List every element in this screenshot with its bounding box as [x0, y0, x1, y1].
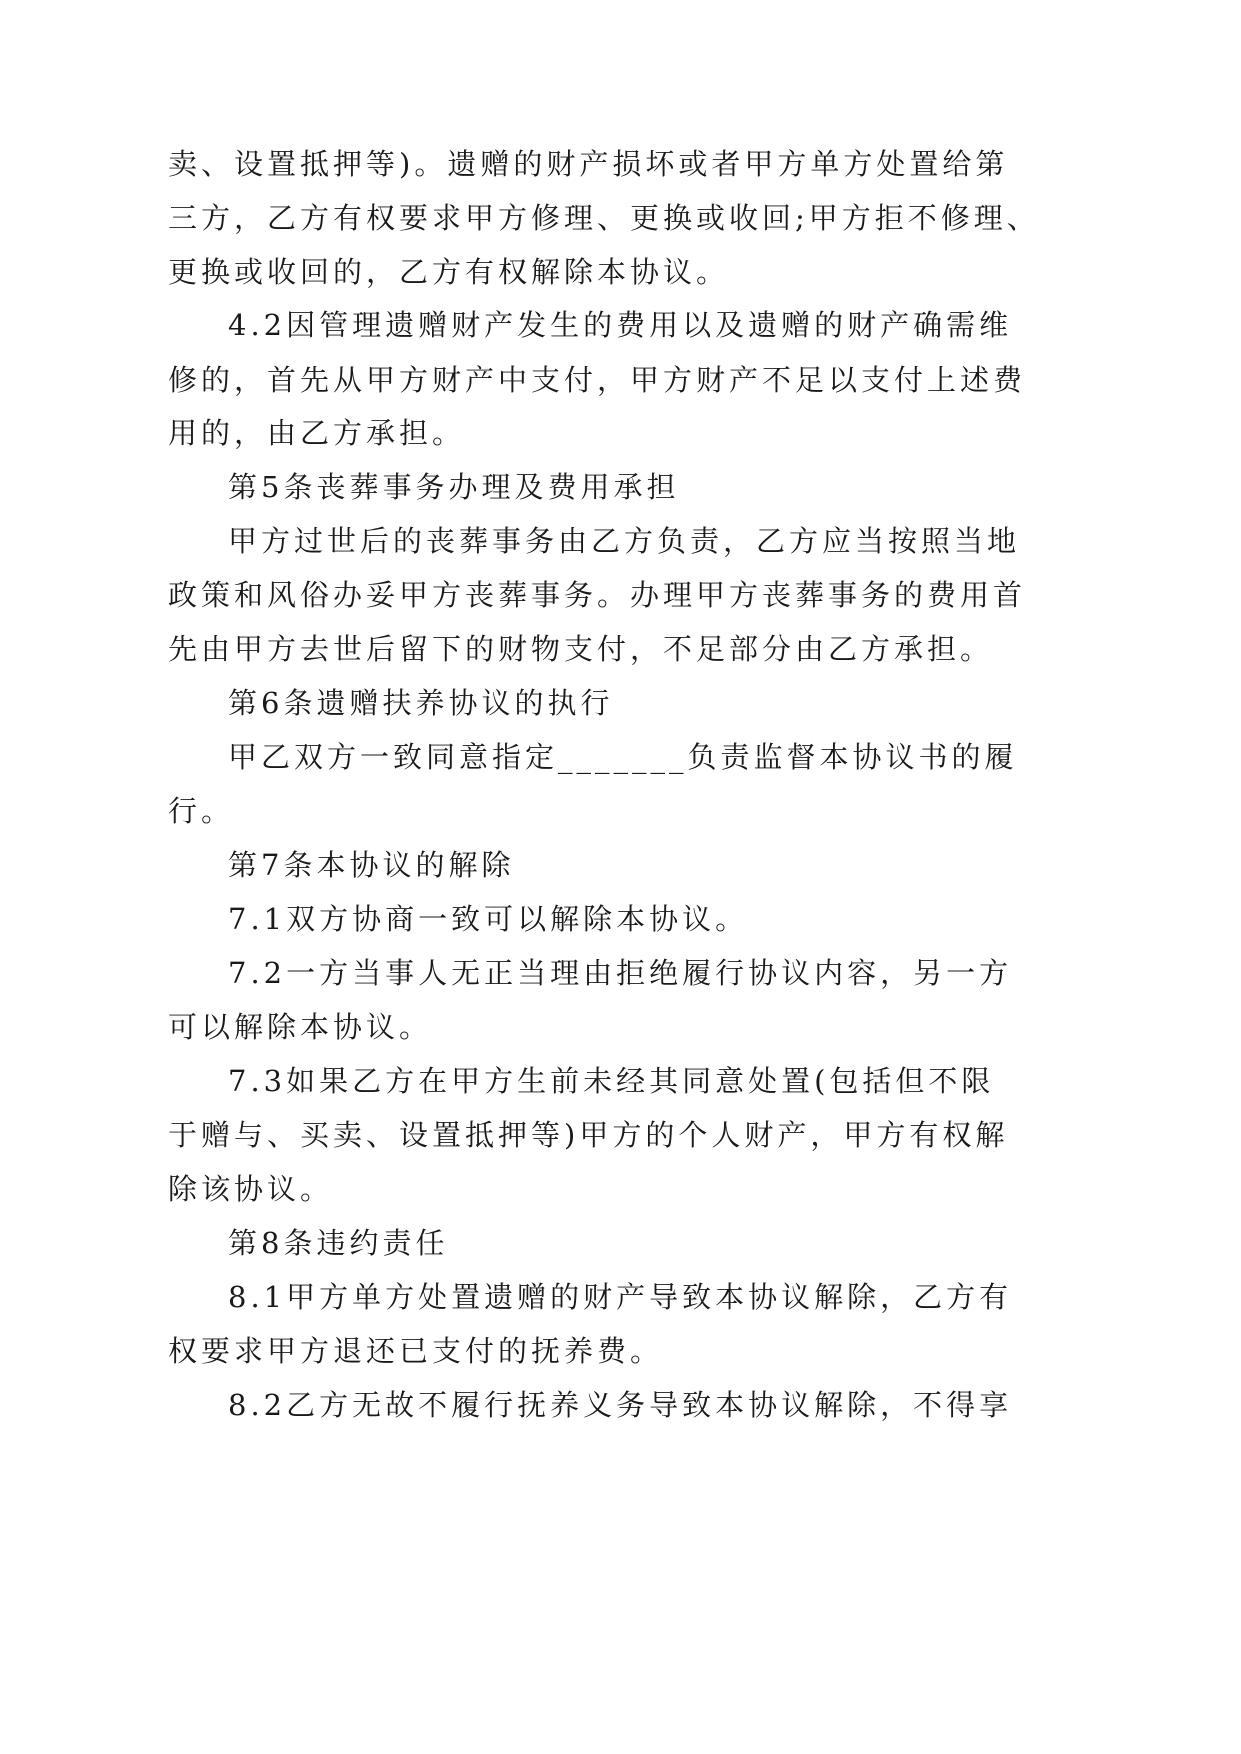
section-heading: 第5条丧葬事务办理及费用承担: [228, 470, 680, 504]
text-line: 4.2因管理遗赠财产发生的费用以及遗赠的财产确需维: [228, 308, 1013, 342]
section-heading: 第7条本协议的解除: [228, 848, 515, 882]
text-line: 修的，首先从甲方财产中支付，甲方财产不足以支付上述费: [168, 363, 1027, 397]
text-line: 可以解除本协议。: [168, 1010, 433, 1044]
text-line: 政策和风俗办妥甲方丧葬事务。办理甲方丧葬事务的费用首: [168, 578, 1027, 612]
text-line: 三方，乙方有权要求甲方修理、更换或收回;甲方拒不修理、: [168, 201, 1040, 235]
text-line: 甲乙双方一致同意指定_______负责监督本协议书的履: [228, 740, 1018, 774]
text-line: 8.1甲方单方处置遗赠的财产导致本协议解除，乙方有: [228, 1280, 1013, 1314]
text-line: 7.3如果乙方在甲方生前未经其同意处置(包括但不限: [228, 1064, 995, 1098]
text-line: 更换或收回的，乙方有权解除本协议。: [168, 255, 730, 289]
text-line: 除该协议。: [168, 1172, 334, 1206]
text-line: 7.2一方当事人无正当理由拒绝履行协议内容，另一方: [228, 956, 1013, 990]
text-line: 7.1双方协商一致可以解除本协议。: [228, 902, 749, 936]
section-heading: 第8条违约责任: [228, 1226, 449, 1260]
text-line: 行。: [168, 794, 235, 828]
section-heading: 第6条遗赠扶养协议的执行: [228, 686, 614, 720]
text-line: 甲方过世后的丧葬事务由乙方负责，乙方应当按照当地: [228, 524, 1021, 558]
text-line: 先由甲方去世后留下的财物支付，不足部分由乙方承担。: [168, 632, 994, 666]
text-line: 于赠与、买卖、设置抵押等)甲方的个人财产，甲方有权解: [168, 1118, 1009, 1152]
text-line: 8.2乙方无故不履行抚养义务导致本协议解除，不得享: [228, 1388, 1013, 1422]
text-line: 权要求甲方退还已支付的抚养费。: [168, 1334, 664, 1368]
text-line: 卖、设置抵押等)。遗赠的财产损坏或者甲方单方处置给第: [168, 147, 1009, 181]
text-line: 用的，由乙方承担。: [168, 416, 466, 450]
